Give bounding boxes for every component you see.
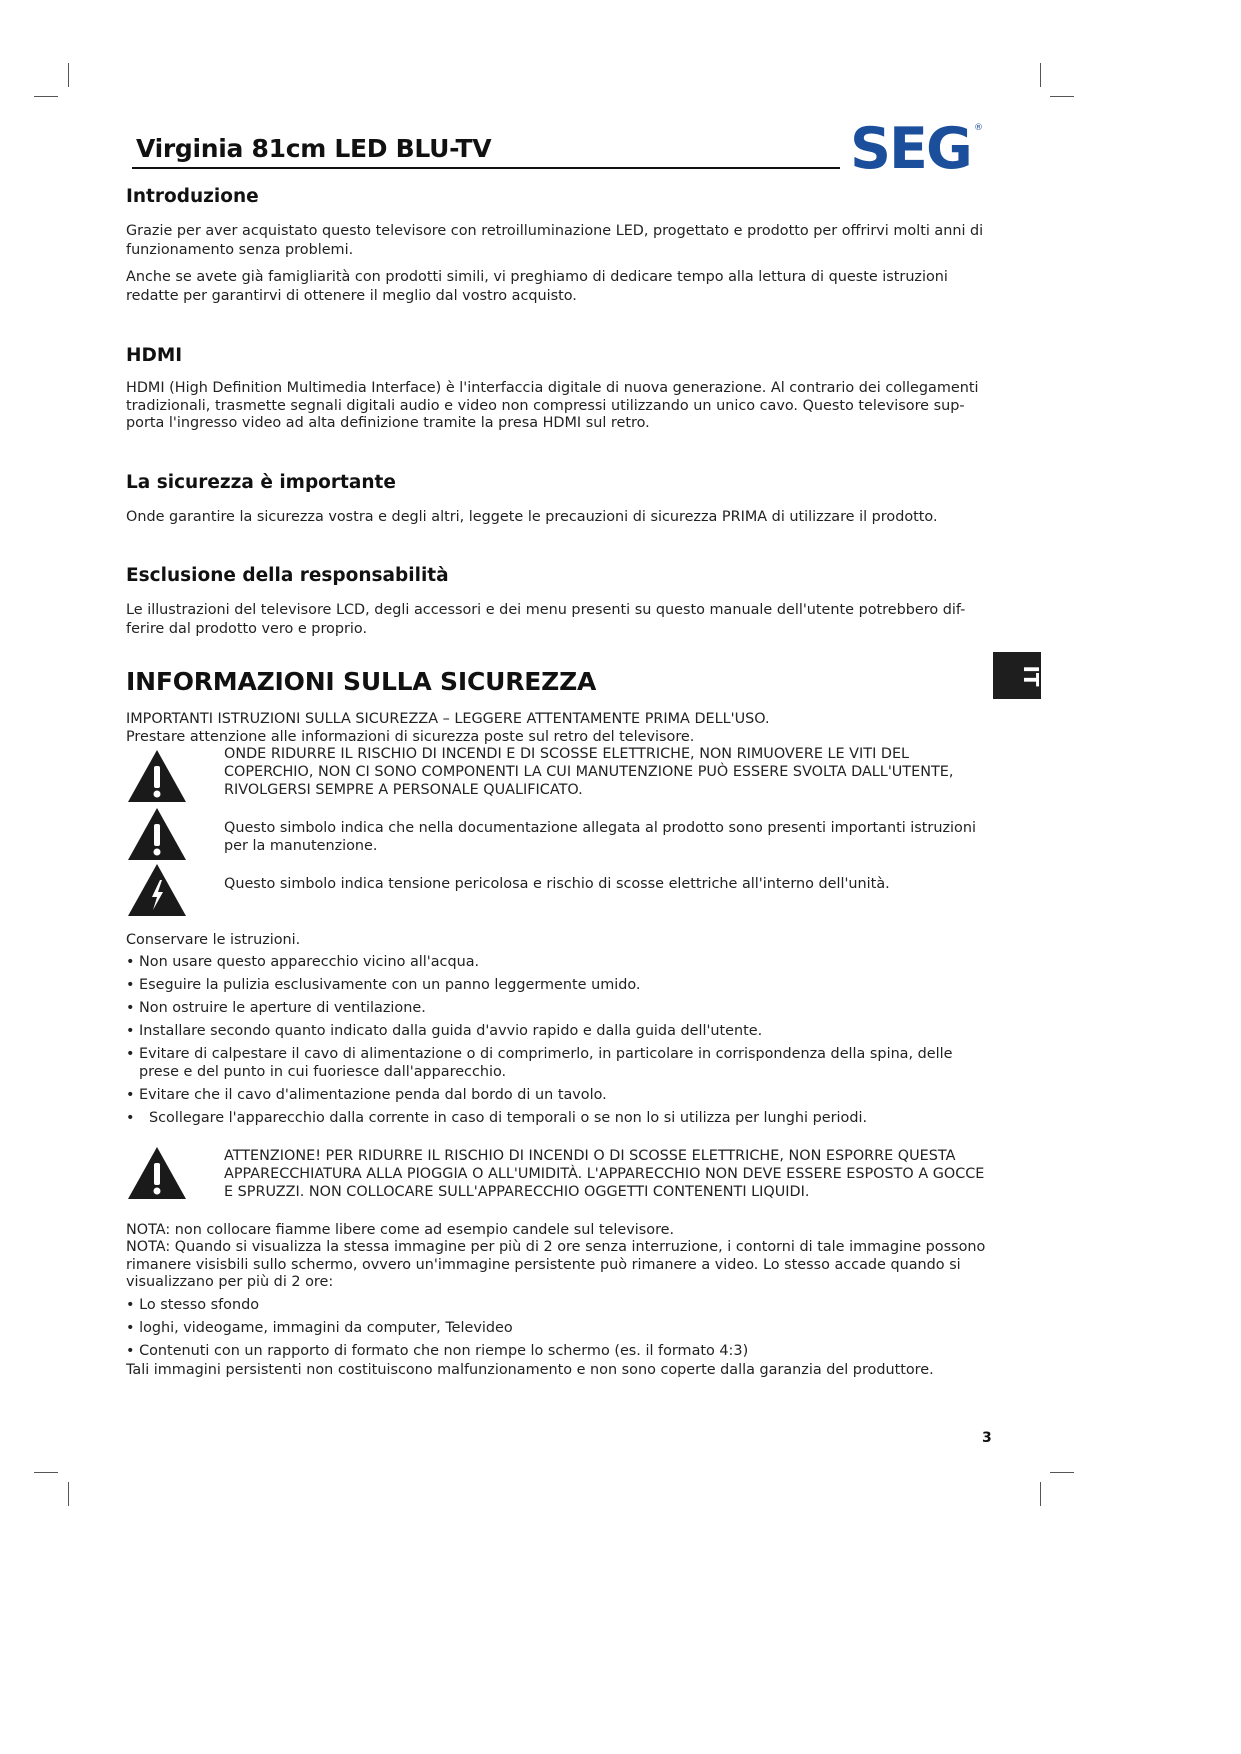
warning-triangle-icon <box>126 806 188 862</box>
safety-bullet-list <box>126 953 986 1132</box>
language-tab <box>993 652 1041 699</box>
warning-3-text: Questo simbolo indica tensione pericolosa e rischio di scosse elettriche all'interno dell'unità. <box>224 876 890 892</box>
crop-mark <box>68 63 69 87</box>
safety-info-line-1: IMPORTANTI ISTRUZIONI SULLA SICUREZZA – LEGGERE ATTENTAMENTE PRIMA DELL'USO. <box>126 711 770 727</box>
list-item: • Evitare che il cavo d'alimentazione penda dal bordo di un tavolo. <box>126 1087 607 1103</box>
list-item: • Contenuti con un rapporto di formato che non riempe lo schermo (es. il formato 4:3) <box>126 1343 749 1359</box>
warning-2-text: Questo simbolo indica che nella documentazione allegata al prodotto sono presenti importanti istruzioni per la manutenzione. <box>224 820 976 854</box>
warning-4-text: ATTENZIONE! PER RIDURRE IL RISCHIO DI INCENDI O DI SCOSSE ELETTRICHE, NON ESPORRE QUESTA APPARECCHIATURA ALLA PIOGGIA O ALL'UMIDITÀ. L'APPARECCHIO NON DEVE ESSERE ESPOSTO A GOCCE E SPRUZZI. NON COLLOCARE SULL'APPARECCHIO OGGETTI CONTENENTI LIQUIDI. <box>224 1148 985 1200</box>
crop-mark <box>1050 96 1074 97</box>
keep-instructions: Conservare le istruzioni. <box>126 932 301 948</box>
crop-mark <box>34 1472 58 1473</box>
crop-mark <box>1040 1482 1041 1506</box>
page-number: 3 <box>982 1430 992 1446</box>
crop-mark <box>34 96 58 97</box>
svg-text:IT: IT <box>1019 665 1041 687</box>
safety-paragraph: Onde garantire la sicurezza vostra e degli altri, leggete le precauzioni di sicurezza PRIMA di utilizzare il prodotto. <box>126 509 938 525</box>
intro-paragraph-2: Anche se avete già famigliarità con prodotti simili, vi preghiamo di dedicare tempo alla lettura di queste istruzioni redatte per garantirvi di ottenere il meglio dal vostro acquisto. <box>126 269 948 304</box>
warning-triangle-icon <box>126 1145 188 1201</box>
list-item: • Scollegare l'apparecchio dalla corrente in caso di temporali o se non lo si utilizza per lunghi periodi. <box>126 1110 868 1126</box>
disclaimer-heading: Esclusione della responsabilità <box>126 565 449 586</box>
title-divider <box>132 167 840 169</box>
list-item: • Non usare questo apparecchio vicino all'acqua. <box>126 954 480 970</box>
crop-mark <box>1050 1472 1074 1473</box>
persistent-image-list <box>126 1296 986 1360</box>
note-1: NOTA: non collocare fiamme libere come ad esempio candele sul televisore. <box>126 1222 675 1238</box>
svg-text:SEG: SEG <box>850 118 971 174</box>
list-item: • Installare secondo quanto indicato dalla guida d'avvio rapido e dalla guida dell'utente. <box>126 1023 763 1039</box>
list-item: • Lo stesso sfondo <box>126 1297 260 1313</box>
safety-heading: La sicurezza è importante <box>126 472 396 493</box>
warning-1-text: ONDE RIDURRE IL RISCHIO DI INCENDI E DI SCOSSE ELETTRICHE, NON RIMUOVERE LE VITI DEL COPERCHIO, NON CI SONO COMPONENTI LA CUI MANUTENZIONE PUÒ ESSERE SVOLTA DALL'UTENTE, RIVOLGERSI SEMPRE A PERSONALE QUALIFICATO. <box>224 746 954 798</box>
intro-heading: Introduzione <box>126 186 259 207</box>
list-item: • Evitare di calpestare il cavo di alimentazione o di comprimerlo, in particolare in corrispondenza della spina, delle prese e del punto in cui fuoriesce dall'apparecchio. <box>126 1046 953 1080</box>
hdmi-heading: HDMI <box>126 345 183 366</box>
list-item: • Eseguire la pulizia esclusivamente con un panno leggermente umido. <box>126 977 641 993</box>
warning-triangle-icon <box>126 748 188 804</box>
svg-text:®: ® <box>974 123 983 133</box>
crop-mark <box>68 1482 69 1506</box>
language-tab-label <box>993 652 1041 699</box>
crop-mark <box>1040 63 1041 87</box>
intro-paragraph-1: Grazie per aver acquistato questo televisore con retroilluminazione LED, progettato e prodotto per offrirvi molti anni di funzionamento senza problemi. <box>126 223 984 258</box>
disclaimer-paragraph: Le illustrazioni del televisore LCD, degli accessori e dei menu presenti su questo manuale dell'utente potrebbero dif-ferire dal prodotto vero e proprio. <box>126 602 966 637</box>
safety-info-heading: INFORMAZIONI SULLA SICUREZZA <box>126 667 597 696</box>
note-2: NOTA: Quando si visualizza la stessa immagine per più di 2 ore senza interruzione, i contorni di tale immagine possono rimanere visisbili sullo schermo, ovvero un'immagine persistente può rimanere a video. Lo stesso accade quando si visualizzano per più di 2 ore: <box>126 1239 986 1290</box>
seg-logo <box>850 118 985 174</box>
hdmi-paragraph: HDMI (High Definition Multimedia Interface) è l'interfaccia digitale di nuova generazione. Al contrario dei collegamenti tradizionali, trasmette segnali digitali audio e video non compressi utilizzando un unico cavo. Questo televisore sup-porta l'ingresso video ad alta definizione tramite la presa HDMI sul retro. <box>126 380 979 431</box>
safety-info-line-2: Prestare attenzione alle informazioni di sicurezza poste sul retro del televisore. <box>126 729 695 745</box>
lightning-triangle-icon <box>126 862 188 918</box>
page-title: Virginia 81cm LED BLU-TV <box>136 134 492 163</box>
closing-note: Tali immagini persistenti non costituiscono malfunzionamento e non sono coperte dalla garanzia del produttore. <box>126 1362 934 1378</box>
list-item: • loghi, videogame, immagini da computer, Televideo <box>126 1320 513 1336</box>
list-item: • Non ostruire le aperture di ventilazione. <box>126 1000 426 1016</box>
